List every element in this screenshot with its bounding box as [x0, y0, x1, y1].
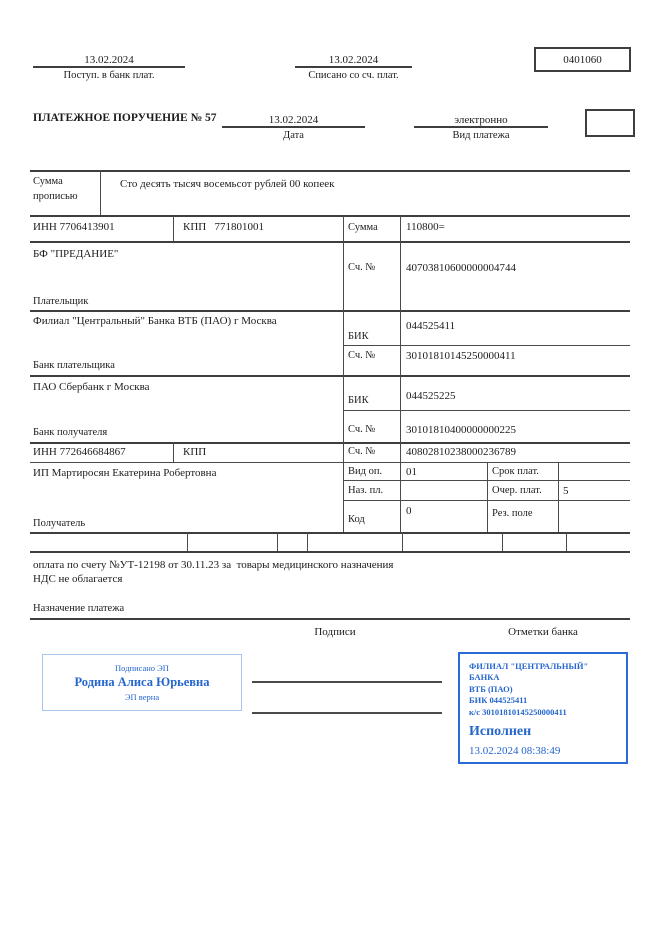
tax-row-divider — [187, 532, 188, 551]
code-label: Код — [348, 514, 365, 525]
table-line — [343, 345, 630, 346]
bank-stamp-bik: БИК 044525411 — [469, 695, 528, 706]
amount-words-label-1: Сумма — [33, 176, 63, 187]
tax-row-divider — [307, 532, 308, 551]
sum-label: Сумма — [348, 222, 378, 233]
payee-bank-account: 30101810400000000225 — [406, 424, 516, 436]
e-signature-stamp-line3: ЭП верна — [124, 692, 160, 702]
table-line — [30, 532, 630, 534]
payee-label: Получатель — [33, 518, 86, 529]
table-divider — [173, 215, 174, 241]
table-line — [30, 215, 630, 217]
table-divider — [100, 170, 101, 215]
payer-bank-label: Банк плательщика — [33, 360, 115, 371]
payee-bank-bik: 044525225 — [406, 390, 456, 402]
payee-name: ИП Мартиросян Екатерина Робертовна — [33, 467, 217, 479]
amount-in-words: Сто десять тысяч восемьсот рублей 00 копеек — [120, 178, 335, 190]
tax-row-divider — [502, 532, 503, 551]
sum-value: 110800= — [406, 221, 445, 233]
purpose-line-1: оплата по счету №УТ-12198 от 30.11.23 за товары медицинского назначения — [33, 559, 394, 571]
amount-words-label-2: прописью — [33, 191, 78, 202]
table-line — [30, 375, 630, 377]
payee-account-label: Сч. № — [348, 446, 376, 457]
table-line — [343, 410, 630, 411]
status-code-box — [585, 109, 635, 137]
document-date: 13.02.2024 — [222, 108, 365, 128]
priority-label: Очер. плат. — [492, 485, 542, 496]
document-date-label: Дата — [283, 130, 304, 141]
payer-account-label: Сч. № — [348, 262, 376, 273]
table-divider — [343, 215, 344, 532]
tax-row-divider — [402, 532, 403, 551]
op-type-value: 01 — [406, 466, 417, 478]
payer-inn: ИНН 7706413901 — [33, 221, 115, 233]
reserve-label: Рез. поле — [492, 508, 533, 519]
payee-account: 40802810238000236789 — [406, 446, 516, 458]
signature-line — [252, 712, 442, 714]
payment-kind: электронно — [414, 108, 548, 128]
table-divider — [400, 215, 401, 532]
payment-kind-label: Вид платежа — [452, 130, 510, 141]
bank-stamp-status: Исполнен — [469, 724, 532, 740]
purpose-line-2: НДС не облагается — [33, 573, 123, 585]
bank-stamp-bank-name-1: ФИЛИАЛ "ЦЕНТРАЛЬНЫЙ" БАНКА — [469, 661, 589, 683]
payer-kpp: КПП 771801001 — [183, 221, 264, 233]
e-signature-stamp-line1: Подписано ЭП — [115, 663, 169, 673]
payer-bank-bik-label: БИК — [348, 331, 369, 342]
signatures-label: Подписи — [314, 626, 356, 638]
bank-stamp-corr-account: к/с 30101810145250000411 — [469, 706, 567, 717]
table-line — [30, 310, 630, 312]
purpose-underline — [30, 618, 630, 620]
tax-row-divider — [566, 532, 567, 551]
tax-row-divider — [277, 532, 278, 551]
payee-bank-label: Банк получателя — [33, 427, 108, 438]
table-line — [30, 241, 630, 243]
signature-line — [252, 681, 442, 683]
table-divider — [558, 462, 559, 532]
payee-bank-name: ПАО Сбербанк г Москва — [33, 381, 150, 393]
payer-account: 40703810600000004744 — [406, 262, 516, 274]
debited-date-label: Списано со сч. плат. — [308, 70, 399, 81]
table-line — [30, 462, 630, 463]
payee-inn: ИНН 772646684867 — [33, 446, 126, 458]
payee-bank-bik-label: БИК — [348, 395, 369, 406]
payee-kpp: КПП — [183, 446, 207, 458]
op-type-label: Вид оп. — [348, 466, 383, 477]
priority-value: 5 — [563, 485, 569, 497]
debited-date: 13.02.2024 — [295, 48, 412, 68]
purpose-label: Назначение платежа — [33, 603, 125, 614]
payer-label: Плательщик — [33, 296, 89, 307]
bank-marks-label: Отметки банка — [508, 626, 578, 638]
received-date-label: Поступ. в банк плат. — [63, 70, 155, 81]
table-divider — [173, 442, 174, 462]
e-signature-stamp — [42, 654, 242, 711]
table-line — [30, 442, 630, 444]
bank-stamp-bank-name-2: ВТБ (ПАО) — [469, 683, 513, 694]
bank-stamp-datetime: 13.02.2024 08:38:49 — [469, 745, 561, 758]
table-divider — [487, 462, 488, 532]
payer-bank-bik: 044525411 — [406, 320, 456, 332]
purpose-code-label: Наз. пл. — [348, 485, 384, 496]
payer-bank-name: Филиал "Центральный" Банка ВТБ (ПАО) г Москва — [33, 315, 277, 327]
payer-name: БФ "ПРЕДАНИЕ" — [33, 248, 119, 260]
form-code-box: 0401060 — [534, 47, 631, 72]
received-date: 13.02.2024 — [33, 48, 185, 68]
payer-bank-account: 30101810145250000411 — [406, 350, 516, 362]
bank-execution-stamp — [458, 652, 628, 764]
document-title: ПЛАТЕЖНОЕ ПОРУЧЕНИЕ № 57 — [33, 112, 217, 124]
pay-term-label: Срок плат. — [492, 466, 539, 477]
code-value: 0 — [406, 505, 412, 517]
payee-bank-account-label: Сч. № — [348, 424, 376, 435]
table-line — [30, 551, 630, 553]
table-line-top — [30, 170, 630, 172]
payer-bank-account-label: Сч. № — [348, 350, 376, 361]
e-signature-name: Родина Алиса Юрьевна — [74, 675, 210, 689]
